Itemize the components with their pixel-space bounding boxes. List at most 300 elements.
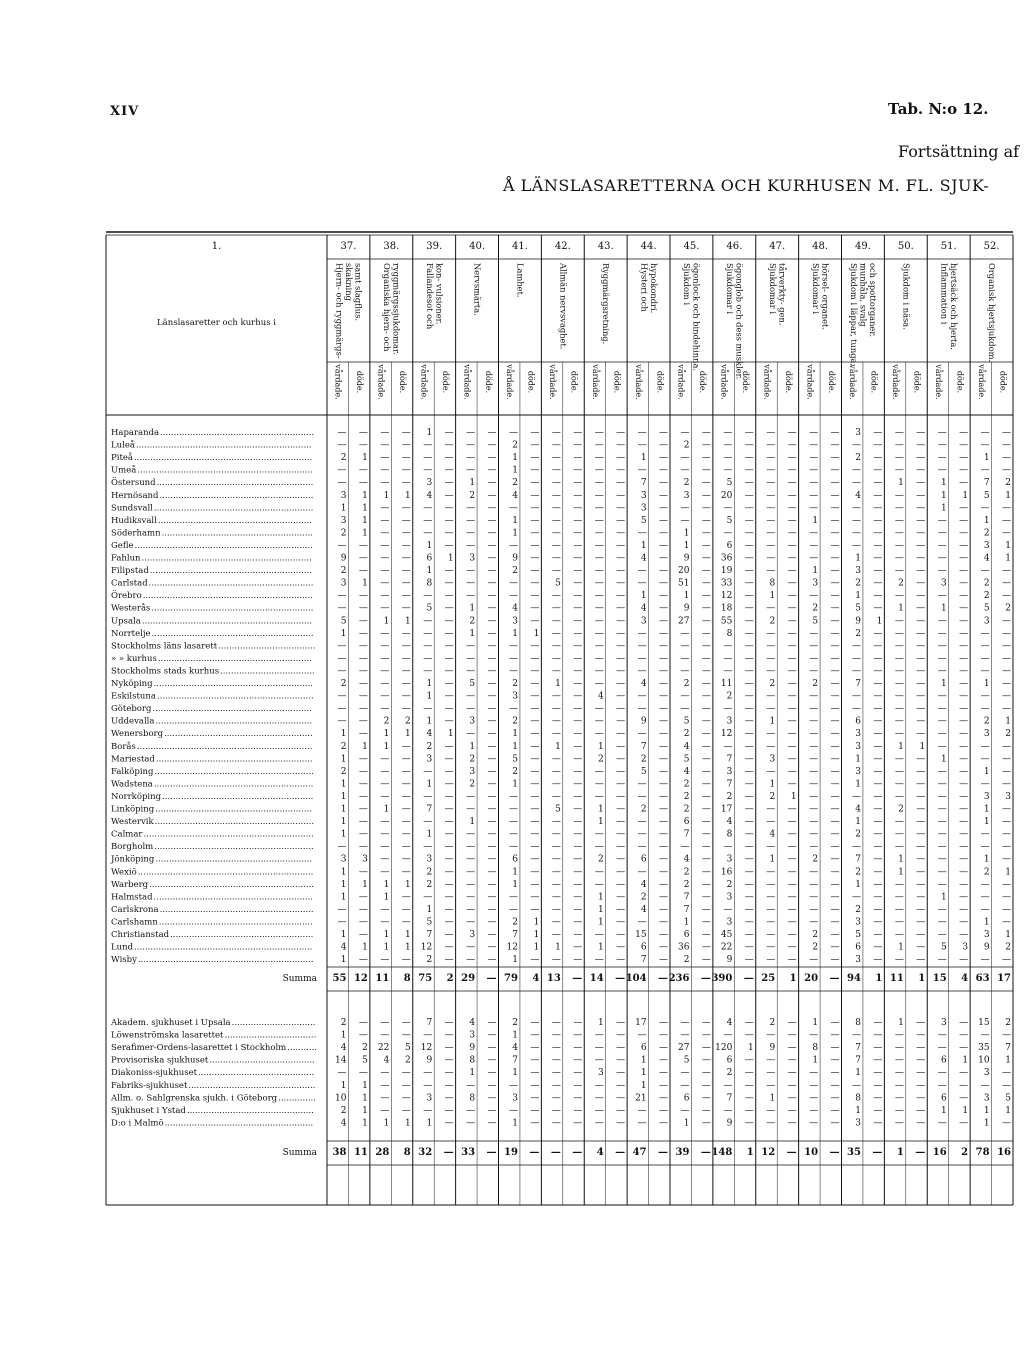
table-cell: —: [551, 515, 561, 526]
table-cell: —: [659, 440, 668, 451]
table-cell: —: [937, 741, 947, 752]
first-column-number: 1.: [211, 241, 222, 252]
table-cell: —: [701, 791, 711, 802]
table-cell: —: [444, 879, 454, 890]
table-cell: —: [616, 955, 626, 966]
table-cell: —: [380, 641, 390, 652]
table-cell: —: [530, 741, 540, 752]
table-cell: 27: [677, 1043, 690, 1054]
table-cell: —: [616, 603, 626, 614]
table-cell: 5: [855, 930, 861, 940]
table-cell: —: [487, 704, 497, 715]
table-cell: —: [766, 428, 776, 438]
table-cell: —: [744, 955, 754, 966]
table-cell: —: [916, 1118, 926, 1129]
sum-cell: 33: [461, 1147, 476, 1158]
table-cell: —: [959, 540, 969, 551]
table-cell: —: [530, 490, 540, 501]
table-cell: 9: [340, 553, 347, 564]
table-cell: 2: [683, 879, 690, 890]
leader-dots: ...............................................: [186, 1105, 314, 1116]
table-cell: 2: [1005, 729, 1011, 740]
leader-dots: .......................................: [209, 1055, 315, 1066]
table-cell: 6: [855, 716, 861, 727]
table-cell: 22: [720, 942, 733, 953]
table-cell: —: [787, 867, 797, 878]
table-cell: —: [659, 704, 668, 715]
leader-dots: .................................................................: [137, 867, 314, 878]
table-cell: 6: [640, 942, 647, 953]
table-cell: —: [358, 817, 368, 828]
sum-cell: 25: [761, 973, 776, 984]
table-cell: 3: [983, 1068, 990, 1079]
column-name: ryggmärgssjukdomar.: [391, 263, 402, 355]
row-label: Warberg: [111, 879, 149, 890]
table-cell: —: [809, 591, 819, 602]
table-cell: —: [573, 829, 583, 840]
table-cell: —: [487, 1118, 497, 1129]
table-cell: —: [358, 628, 368, 639]
table-cell: —: [937, 766, 947, 777]
table-cell: —: [744, 1018, 754, 1028]
table-cell: —: [744, 566, 754, 577]
table-cell: —: [530, 578, 540, 589]
table-cell: —: [637, 465, 647, 476]
table-cell: —: [444, 955, 454, 966]
table-cell: 1: [769, 591, 776, 602]
table-cell: —: [830, 503, 840, 514]
table-cell: —: [616, 942, 626, 953]
sum-cell: —: [443, 1147, 454, 1158]
leader-dots: ........................................................: [161, 528, 313, 539]
table-cell: —: [616, 791, 626, 802]
table-cell: —: [659, 503, 668, 514]
table-cell: —: [380, 817, 390, 828]
table-cell: 2: [683, 440, 690, 451]
sum-cell: 38: [332, 1147, 347, 1158]
table-cell: —: [487, 591, 497, 602]
table-cell: —: [959, 478, 969, 489]
table-cell: 12: [720, 591, 733, 602]
row-label: Wexiö: [111, 867, 137, 878]
table-cell: —: [616, 440, 626, 451]
column-number: 41.: [511, 241, 528, 252]
sum-cell: 10: [804, 1147, 819, 1158]
row-label: Haparanda: [111, 428, 160, 438]
table-cell: 2: [983, 578, 990, 589]
table-cell: —: [980, 842, 990, 853]
column-name: Ryggmärgsretning.: [601, 263, 612, 345]
table-cell: 7: [683, 904, 690, 915]
table-cell: —: [444, 1105, 454, 1116]
row-label: Sundsvall: [111, 503, 153, 514]
table-cell: —: [444, 1118, 454, 1129]
table-cell: —: [873, 515, 883, 526]
table-cell: —: [937, 653, 947, 664]
table-cell: 2: [1005, 603, 1011, 614]
table-cell: —: [894, 691, 904, 702]
table-cell: —: [701, 553, 711, 564]
table-cell: —: [980, 879, 990, 890]
table-cell: —: [851, 666, 861, 677]
table-cell: 6: [726, 540, 733, 551]
table-cell: —: [401, 791, 411, 802]
table-cell: —: [916, 704, 926, 715]
table-cell: —: [487, 465, 497, 476]
table-cell: —: [337, 1068, 347, 1079]
table-cell: —: [530, 679, 540, 689]
table-cell: —: [830, 616, 840, 627]
page-number: XIV: [110, 104, 140, 119]
table-cell: —: [358, 1018, 368, 1028]
table-cell: —: [423, 1068, 433, 1079]
table-cell: —: [894, 566, 904, 577]
table-cell: —: [616, 729, 626, 740]
table-cell: —: [637, 817, 647, 828]
table-cell: 4: [597, 691, 604, 702]
table-cell: 7: [855, 854, 861, 865]
table-cell: —: [830, 490, 840, 501]
table-cell: —: [530, 503, 540, 514]
table-cell: —: [508, 704, 518, 715]
table-cell: 2: [855, 578, 861, 589]
table-cell: —: [616, 1030, 626, 1041]
table-cell: —: [830, 465, 840, 476]
table-cell: —: [766, 628, 776, 639]
table-cell: —: [508, 428, 518, 438]
table-cell: —: [916, 791, 926, 802]
table-cell: —: [659, 917, 668, 928]
row-label: Allm. o. Sahlgrenska sjukh. i Göteborg: [111, 1093, 278, 1104]
table-cell: 1: [876, 616, 883, 627]
table-cell: 2: [426, 955, 433, 966]
table-cell: —: [916, 478, 926, 489]
table-cell: —: [530, 528, 540, 539]
table-cell: 1: [533, 917, 540, 928]
table-cell: 2: [405, 1055, 411, 1066]
table-cell: —: [830, 1093, 840, 1104]
table-cell: 3: [469, 766, 476, 777]
table-cell: —: [680, 465, 690, 476]
table-cell: —: [851, 440, 861, 451]
table-cell: —: [744, 804, 754, 815]
table-cell: —: [530, 879, 540, 890]
table-cell: —: [680, 1105, 690, 1116]
table-cell: —: [487, 930, 497, 940]
sum-cell: —: [829, 1147, 840, 1158]
table-cell: —: [916, 1068, 926, 1079]
table-cell: —: [830, 603, 840, 614]
table-cell: —: [766, 503, 776, 514]
table-cell: —: [401, 955, 411, 966]
table-cell: —: [744, 842, 754, 853]
table-cell: 1: [512, 879, 518, 890]
table-cell: —: [766, 741, 776, 752]
table-cell: —: [466, 804, 476, 815]
table-cell: 5: [683, 754, 690, 765]
table-cell: —: [530, 1030, 540, 1041]
table-cell: —: [766, 478, 776, 489]
table-cell: 1: [555, 741, 561, 752]
sum-cell: 1: [918, 973, 926, 984]
subcolumn-treated: vårdade.: [548, 364, 558, 400]
leader-dots: ...........................................................: [152, 704, 312, 715]
table-cell: —: [830, 440, 840, 451]
table-cell: —: [508, 1080, 518, 1091]
table-cell: —: [787, 1080, 797, 1091]
table-cell: —: [401, 453, 411, 464]
column-name: Sjukdom i näsa.: [901, 263, 912, 330]
table-cell: —: [894, 917, 904, 928]
leader-dots: .......................................................: [164, 729, 313, 740]
table-cell: 5: [555, 804, 561, 815]
table-cell: —: [1002, 666, 1011, 677]
table-cell: —: [830, 628, 840, 639]
table-cell: —: [744, 666, 754, 677]
table-cell: —: [830, 578, 840, 589]
table-cell: 14: [334, 1055, 347, 1066]
table-cell: —: [616, 716, 626, 727]
leader-dots: ............................................................: [151, 603, 314, 614]
table-cell: —: [873, 842, 883, 853]
table-cell: —: [873, 942, 883, 953]
leader-dots: ............................................................: [149, 566, 312, 577]
table-cell: 1: [898, 603, 904, 614]
table-cell: —: [551, 465, 561, 476]
table-cell: —: [873, 1068, 883, 1079]
table-cell: —: [744, 779, 754, 790]
table-cell: —: [659, 528, 668, 539]
leader-dots: ..........................................................: [155, 716, 313, 727]
table-cell: —: [530, 478, 540, 489]
table-cell: —: [466, 691, 476, 702]
table-cell: —: [444, 603, 454, 614]
table-cell: —: [530, 754, 540, 765]
table-cell: —: [380, 754, 390, 765]
table-cell: —: [873, 804, 883, 815]
table-cell: —: [980, 779, 990, 790]
row-label: Carlshamn: [111, 917, 158, 928]
sum-cell: —: [486, 973, 497, 984]
table-cell: —: [573, 603, 583, 614]
table-cell: —: [530, 955, 540, 966]
table-cell: —: [830, 1018, 840, 1028]
table-cell: 1: [426, 716, 433, 727]
subcolumn-treated: vårdade.: [848, 364, 858, 400]
table-cell: —: [744, 879, 754, 890]
table-cell: —: [894, 779, 904, 790]
table-cell: —: [487, 892, 497, 903]
row-label: Borås: [111, 741, 136, 752]
table-cell: —: [616, 679, 626, 689]
table-cell: —: [616, 478, 626, 489]
table-cell: —: [766, 465, 776, 476]
table-cell: —: [744, 1030, 754, 1041]
table-cell: —: [744, 453, 754, 464]
table-cell: 5: [726, 478, 733, 489]
table-cell: 1: [340, 955, 347, 966]
table-cell: 7: [683, 829, 690, 840]
table-cell: —: [487, 729, 497, 740]
table-cell: —: [551, 879, 561, 890]
leader-dots: ............................................................: [151, 628, 314, 639]
table-cell: —: [444, 1068, 454, 1079]
table-cell: —: [358, 666, 368, 677]
table-cell: —: [766, 1055, 776, 1066]
table-cell: —: [573, 490, 583, 501]
table-cell: 1: [940, 490, 947, 501]
table-cell: —: [380, 691, 390, 702]
table-cell: 17: [720, 804, 733, 815]
table-cell: —: [701, 904, 711, 915]
column-name: Lamhet.: [515, 263, 526, 298]
table-cell: —: [380, 591, 390, 602]
table-cell: —: [573, 930, 583, 940]
table-cell: —: [380, 766, 390, 777]
table-cell: —: [659, 904, 668, 915]
leader-dots: .................................................................: [135, 440, 312, 451]
table-cell: —: [659, 679, 668, 689]
table-cell: —: [401, 553, 411, 564]
table-cell: —: [723, 1105, 733, 1116]
table-cell: —: [916, 716, 926, 727]
table-cell: 9: [726, 955, 733, 966]
table-cell: —: [701, 754, 711, 765]
table-cell: —: [616, 1118, 626, 1129]
table-cell: —: [380, 779, 390, 790]
table-cell: —: [980, 641, 990, 652]
table-cell: 22: [377, 1043, 390, 1054]
table-cell: —: [894, 817, 904, 828]
table-cell: —: [487, 716, 497, 727]
table-cell: —: [787, 741, 797, 752]
table-cell: —: [701, 716, 711, 727]
table-cell: —: [551, 553, 561, 564]
leader-dots: ..........................................................: [155, 754, 313, 765]
table-cell: —: [401, 503, 411, 514]
table-cell: —: [873, 930, 883, 940]
table-cell: 2: [855, 867, 861, 878]
table-cell: 1: [340, 829, 347, 840]
table-cell: —: [659, 628, 668, 639]
table-cell: —: [616, 854, 626, 865]
table-cell: 51: [677, 578, 690, 589]
table-cell: —: [1002, 1068, 1011, 1079]
table-cell: —: [701, 879, 711, 890]
table-cell: —: [959, 766, 969, 777]
table-cell: —: [723, 1030, 733, 1041]
table-cell: —: [937, 666, 947, 677]
table-cell: —: [809, 879, 819, 890]
table-cell: 1: [812, 1055, 819, 1066]
table-cell: —: [980, 1030, 990, 1041]
table-cell: —: [809, 741, 819, 752]
table-cell: —: [766, 867, 776, 878]
table-cell: —: [659, 616, 668, 627]
table-cell: —: [744, 628, 754, 639]
table-cell: 1: [512, 628, 518, 639]
leader-dots: ..........................................................: [156, 691, 314, 702]
row-label: Carlstad: [111, 578, 148, 589]
table-cell: 5: [555, 578, 561, 589]
table-cell: —: [809, 453, 819, 464]
table-cell: —: [444, 704, 454, 715]
table-cell: —: [637, 779, 647, 790]
table-cell: 2: [769, 1018, 776, 1028]
table-cell: —: [637, 528, 647, 539]
table-cell: —: [659, 666, 668, 677]
table-cell: —: [830, 1118, 840, 1129]
table-cell: —: [466, 829, 476, 840]
subcolumn-dead: döde.: [698, 370, 708, 394]
table-cell: 3: [469, 930, 476, 940]
column-number: 49.: [854, 241, 871, 252]
table-cell: —: [616, 578, 626, 589]
table-cell: 1: [1005, 553, 1011, 564]
table-cell: 1: [855, 1105, 861, 1116]
table-cell: 1: [597, 917, 604, 928]
table-cell: 5: [983, 490, 990, 501]
table-cell: —: [1002, 503, 1011, 514]
table-cell: 1: [983, 804, 990, 815]
table-cell: —: [573, 741, 583, 752]
sum-cell: 11: [353, 1147, 368, 1158]
table-cell: —: [551, 754, 561, 765]
table-cell: 5: [469, 679, 476, 689]
table-cell: —: [594, 779, 604, 790]
table-cell: 10: [978, 1055, 990, 1066]
table-cell: —: [894, 515, 904, 526]
row-label: Piteå: [111, 453, 133, 464]
table-cell: —: [594, 1030, 604, 1041]
table-cell: —: [380, 566, 390, 577]
table-cell: —: [551, 729, 561, 740]
table-cell: —: [959, 666, 969, 677]
table-cell: 1: [855, 591, 861, 602]
table-cell: —: [616, 704, 626, 715]
column-name: Sjukdom i: [682, 263, 693, 306]
table-cell: —: [1002, 691, 1011, 702]
table-cell: —: [744, 854, 754, 865]
table-cell: —: [937, 917, 947, 928]
table-cell: 1: [898, 1018, 904, 1028]
table-cell: —: [551, 1055, 561, 1066]
table-cell: 1: [469, 741, 476, 752]
first-column-label: Länslasaretter och kurhus i: [157, 318, 276, 328]
table-cell: —: [508, 842, 518, 853]
table-cell: —: [894, 791, 904, 802]
table-cell: —: [937, 842, 947, 853]
table-cell: —: [916, 1043, 926, 1054]
table-cell: —: [980, 503, 990, 514]
table-cell: 1: [340, 791, 347, 802]
table-cell: —: [830, 804, 840, 815]
table-cell: —: [809, 829, 819, 840]
subcolumn-dead: döde.: [826, 370, 836, 394]
table-cell: —: [551, 453, 561, 464]
sum-cell: 104: [625, 973, 647, 984]
table-cell: —: [766, 1118, 776, 1129]
table-cell: 2: [855, 904, 861, 915]
table-cell: —: [594, 653, 604, 664]
subcolumn-treated: vårdade.: [333, 364, 343, 400]
table-cell: —: [551, 616, 561, 627]
table-cell: —: [723, 453, 733, 464]
table-cell: —: [744, 791, 754, 802]
table-cell: —: [659, 465, 668, 476]
table-cell: 2: [512, 478, 518, 489]
table-cell: —: [809, 904, 819, 915]
